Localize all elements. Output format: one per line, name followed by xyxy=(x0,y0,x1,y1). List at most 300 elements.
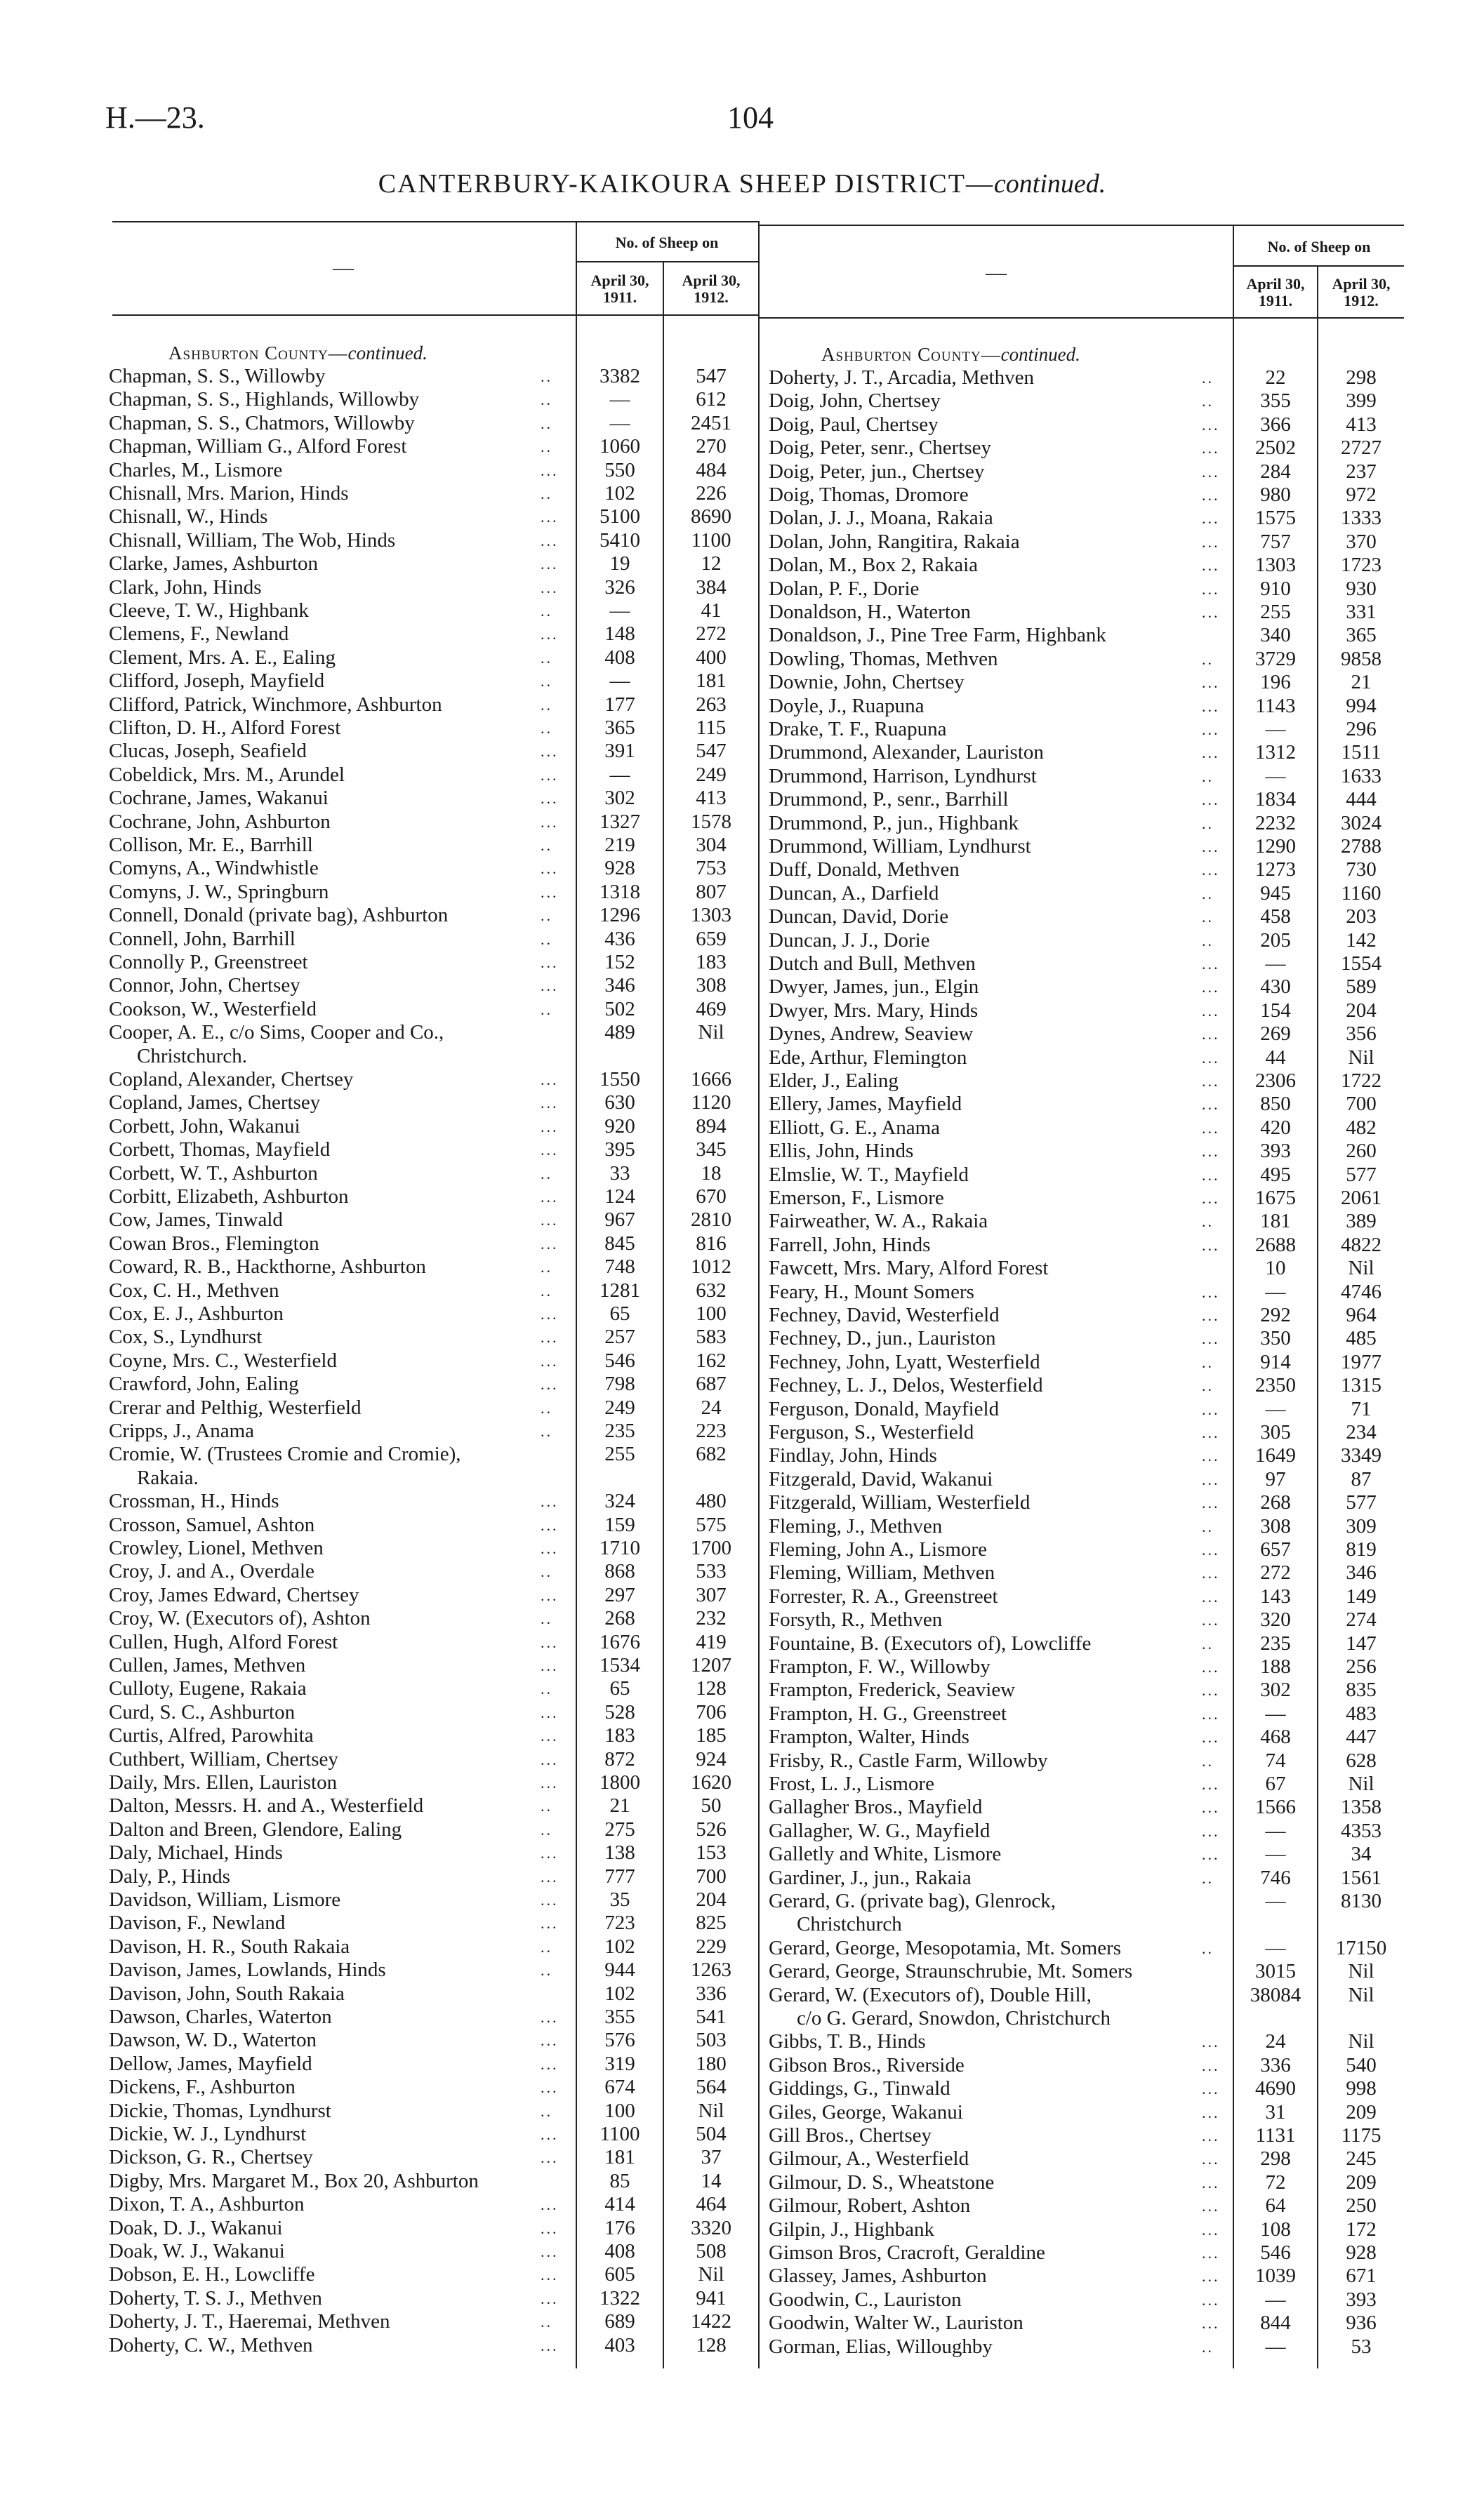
owner-name-address: Crerar and Pelthig, Westerfield xyxy=(109,1396,362,1419)
owner-name-address: Dwyer, Mrs. Mary, Hinds xyxy=(769,999,979,1022)
table-row xyxy=(109,764,758,787)
sheep-count-1911: 1303 xyxy=(1255,554,1296,577)
owner-name-address: Doak, D. J., Wakanui xyxy=(109,2216,283,2239)
sheep-count-1912: 3024 xyxy=(1341,811,1382,834)
sheep-count-1912: 564 xyxy=(696,2076,727,2099)
sheep-count-1912: 687 xyxy=(696,1373,727,1396)
sheep-count-1911: — xyxy=(1265,1890,1286,1912)
owner-name-address: Donaldson, J., Pine Tree Farm, Highbank xyxy=(769,624,1106,647)
sheep-count-1911: 67 xyxy=(1265,1773,1286,1795)
table-row xyxy=(769,1632,1404,1655)
sheep-count-1912: 41 xyxy=(701,599,722,622)
sheep-count-1912: 941 xyxy=(696,2286,727,2309)
owner-name-address: Chisnall, William, The Wob, Hinds xyxy=(109,528,396,552)
table-row xyxy=(109,1232,758,1255)
table-row xyxy=(769,1890,1404,1913)
owner-name-address: Doherty, C. W., Methven xyxy=(109,2333,313,2356)
table-row xyxy=(769,1655,1404,1679)
leader-dots: ... xyxy=(541,1727,559,1745)
leader-dots: .. xyxy=(541,719,552,737)
sheep-count-1912: 482 xyxy=(1346,1116,1377,1139)
table-row xyxy=(109,2076,758,2099)
sheep-count-1912: 547 xyxy=(696,740,727,763)
table-row xyxy=(109,787,758,810)
sheep-count-1911: — xyxy=(609,669,630,693)
owner-name-address: Frisby, R., Castle Farm, Willowby xyxy=(769,1749,1048,1772)
leader-dots: .. xyxy=(1202,1517,1214,1535)
sheep-count-1911: 872 xyxy=(604,1747,635,1771)
sheep-count-1911: 152 xyxy=(604,951,635,973)
leader-dots: .. xyxy=(541,1610,552,1628)
table-row xyxy=(109,1396,758,1420)
sheep-count-1911: 748 xyxy=(604,1255,635,1279)
owner-name-address: Corbett, W. T., Ashburton xyxy=(109,1161,318,1185)
owner-name-address: Dynes, Andrew, Seaview xyxy=(769,1022,974,1046)
table-row xyxy=(109,1748,758,1771)
table-row xyxy=(769,1937,1404,1960)
sheep-count-1912: 526 xyxy=(696,1818,727,1841)
table-row xyxy=(769,835,1404,858)
sheep-count-1912: 1977 xyxy=(1341,1350,1382,1373)
table-row xyxy=(109,1279,758,1302)
table-row xyxy=(769,1538,1404,1561)
owner-name-address: Dickie, W. J., Lyndhurst xyxy=(109,2123,307,2145)
sheep-count-1911: 302 xyxy=(1260,1679,1291,1702)
owner-name-address: Clucas, Joseph, Seafield xyxy=(109,740,307,763)
sheep-count-1911: 430 xyxy=(1260,975,1291,999)
sheep-count-1911: 297 xyxy=(604,1583,635,1606)
owner-name-address: Corbett, Thomas, Mayfield xyxy=(109,1138,331,1161)
sheep-count-1912: 128 xyxy=(696,1677,727,1700)
sheep-count-1911: 176 xyxy=(604,2216,635,2239)
sheep-count-1911: 436 xyxy=(604,927,635,950)
leader-dots: ... xyxy=(541,1633,559,1651)
table-row xyxy=(109,412,758,435)
table-row xyxy=(769,1022,1404,1046)
table-row xyxy=(769,2218,1404,2241)
leader-dots: ... xyxy=(541,2336,559,2354)
sheep-count-1912: 1666 xyxy=(691,1068,731,1091)
sheep-count-1912: 1175 xyxy=(1341,2124,1382,2147)
sheep-count-1912: 583 xyxy=(696,1326,727,1349)
leader-dots: ... xyxy=(1202,978,1220,996)
sheep-count-1912: 270 xyxy=(696,435,727,458)
leader-dots: .. xyxy=(541,695,552,714)
sheep-count-1911: 269 xyxy=(1260,1022,1291,1046)
sheep-count-1911: 928 xyxy=(604,857,635,880)
leader-dots: ... xyxy=(1202,1119,1220,1137)
leader-dots: ... xyxy=(1202,1846,1220,1864)
table-row xyxy=(769,929,1404,952)
table-row xyxy=(769,2124,1404,2147)
leader-dots: ... xyxy=(1202,1001,1220,1020)
sheep-count-1911: 2306 xyxy=(1255,1069,1296,1092)
sheep-count-1911: 845 xyxy=(604,1232,635,1255)
table-row xyxy=(109,1326,758,1349)
left-name-column-header: — xyxy=(333,256,354,279)
sheep-count-1912: 389 xyxy=(1346,1210,1377,1233)
sheep-count-1911: 944 xyxy=(604,1959,635,1982)
owner-name-address: Crawford, John, Ealing xyxy=(109,1373,299,1396)
sheep-count-1911: 1131 xyxy=(1255,2124,1296,2147)
leader-dots: ... xyxy=(541,555,559,573)
leader-dots: .. xyxy=(541,2102,552,2120)
leader-dots: ... xyxy=(541,954,559,971)
owner-name-address: Goodwin, C., Lauriston xyxy=(769,2288,962,2311)
leader-dots: .. xyxy=(1202,1752,1214,1770)
owner-name-address: Gallagher, W. G., Mayfield xyxy=(769,1819,991,1842)
leader-dots: ... xyxy=(541,1117,559,1135)
sheep-count-1911: 458 xyxy=(1260,905,1291,928)
leader-dots: .. xyxy=(541,1000,552,1018)
table-row xyxy=(109,1771,758,1794)
sheep-count-1912: Nil xyxy=(1348,2030,1374,2053)
sheep-count-1912: 153 xyxy=(696,1841,727,1865)
sheep-count-1912: 928 xyxy=(1346,2241,1377,2264)
leader-dots: ... xyxy=(541,1844,559,1862)
owner-name-address: Goodwin, Walter W., Lauriston xyxy=(769,2312,1023,2335)
table-row xyxy=(109,1091,758,1114)
sheep-count-1911: 408 xyxy=(604,2240,635,2262)
leader-dots: ... xyxy=(1202,1283,1220,1301)
owner-name-address: Connolly P., Greenstreet xyxy=(109,951,308,973)
owner-name-address: Dutch and Bull, Methven xyxy=(769,952,976,975)
sheep-count-1911: 143 xyxy=(1260,1585,1291,1608)
owner-name-address: Gimson Bros, Cracroft, Geraldine xyxy=(769,2241,1045,2264)
sheep-count-1912: 2061 xyxy=(1341,1187,1382,1209)
sheep-count-1912: 730 xyxy=(1346,858,1377,881)
sheep-count-1912: 508 xyxy=(696,2240,727,2262)
sheep-count-1911: 38084 xyxy=(1250,1983,1301,2006)
table-row xyxy=(769,1960,1404,1983)
owner-name-address: Fawcett, Mrs. Mary, Alford Forest xyxy=(769,1257,1049,1280)
sheep-count-1911: 1296 xyxy=(599,904,640,927)
owner-name-address: Doherty, T. S. J., Methven xyxy=(109,2286,322,2309)
leader-dots: ... xyxy=(1202,1048,1220,1067)
leader-dots: ... xyxy=(541,1516,559,1534)
sheep-count-1912: 87 xyxy=(1351,1467,1372,1491)
sheep-count-1911: 138 xyxy=(604,1841,635,1865)
leader-dots: ... xyxy=(1202,2103,1220,2121)
sheep-count-1911: 302 xyxy=(604,787,635,810)
sheep-count-1911: 1290 xyxy=(1255,835,1296,858)
owner-name-address: Dolan, J. J., Moana, Rakaia xyxy=(769,507,993,530)
leader-dots: ... xyxy=(1202,697,1220,715)
table-row xyxy=(769,2241,1404,2265)
leader-dots: .. xyxy=(541,930,552,948)
sheep-count-1911: 292 xyxy=(1260,1304,1291,1326)
owner-name-address: Ferguson, S., Westerfield xyxy=(769,1421,974,1444)
leader-dots: ... xyxy=(541,2266,559,2284)
sheep-count-1911: — xyxy=(1265,1819,1286,1842)
leader-dots: .. xyxy=(1202,392,1214,411)
owner-name-address: Doig, Thomas, Dromore xyxy=(769,484,969,506)
sheep-count-1912: 331 xyxy=(1346,601,1377,623)
sheep-count-1912: 245 xyxy=(1346,2147,1377,2171)
sheep-count-1912: 575 xyxy=(696,1513,727,1536)
table-row xyxy=(109,669,758,693)
leader-dots: ... xyxy=(1202,1728,1220,1747)
sheep-count-1912: 819 xyxy=(1346,1538,1377,1561)
table-row xyxy=(109,2334,758,2357)
table-row xyxy=(109,1607,758,1630)
sheep-count-1911: 489 xyxy=(604,1021,635,1044)
sheep-count-1912: 1160 xyxy=(1341,881,1382,905)
owner-name-address: Duncan, A., Darfield xyxy=(769,881,939,905)
sheep-count-1911: 19 xyxy=(609,552,630,575)
leader-dots: ... xyxy=(1202,1541,1220,1559)
owner-name-address: Curd, S. C., Ashburton xyxy=(109,1700,296,1724)
sheep-count-1911: 355 xyxy=(604,2006,635,2028)
table-row xyxy=(109,1537,758,1560)
table-row xyxy=(769,1820,1404,1843)
sheep-count-1911: 124 xyxy=(604,1185,635,1208)
owner-name-address: Findlay, John, Hinds xyxy=(769,1444,937,1467)
sheep-count-1911: 3729 xyxy=(1255,647,1296,670)
table-row xyxy=(109,740,758,763)
leader-dots: ... xyxy=(1202,861,1220,879)
sheep-count-1912: 307 xyxy=(696,1583,727,1606)
leader-dots: ... xyxy=(1202,533,1220,551)
table-row xyxy=(109,974,758,997)
table-row xyxy=(109,693,758,716)
owner-name-address: Ferguson, Donald, Mayfield xyxy=(769,1397,1000,1420)
table-row xyxy=(109,904,758,927)
table-row xyxy=(769,2077,1404,2100)
table-row xyxy=(769,1773,1404,1796)
leader-dots: ... xyxy=(1202,1470,1220,1488)
sheep-count-1912: 413 xyxy=(1346,413,1377,436)
table-row xyxy=(109,1068,758,1091)
right-table-top-rule xyxy=(758,225,1404,226)
sheep-count-1912: 533 xyxy=(696,1560,727,1583)
leader-dots: ... xyxy=(541,1914,559,1933)
sheep-count-1911: 268 xyxy=(604,1607,635,1630)
table-row xyxy=(769,1608,1404,1632)
sheep-count-1911: 1281 xyxy=(599,1279,640,1302)
table-row xyxy=(769,1913,1404,1936)
sheep-count-1912: 480 xyxy=(696,1490,727,1513)
owner-name-address: Culloty, Eugene, Rakaia xyxy=(109,1677,307,1700)
table-row xyxy=(109,1514,758,1537)
leader-dots: ... xyxy=(541,1234,559,1253)
leader-dots: ... xyxy=(541,1703,559,1721)
leader-dots: .. xyxy=(1202,908,1214,926)
table-row xyxy=(769,695,1404,718)
leader-dots: ... xyxy=(1202,1799,1220,1817)
owner-name-address: Fleming, J., Methven xyxy=(769,1514,943,1538)
owner-name-address: Gill Bros., Chertsey xyxy=(769,2124,932,2147)
sheep-count-1912: 308 xyxy=(696,974,727,997)
sheep-count-1911: 320 xyxy=(1260,1608,1291,1632)
owner-name-address: Giddings, G., Tinwald xyxy=(769,2077,950,2100)
sheep-count-1911: 154 xyxy=(1260,999,1291,1022)
table-row xyxy=(769,413,1404,436)
owner-name-address: Fitzgerald, William, Westerfield xyxy=(769,1491,1031,1514)
sheep-count-1912: 936 xyxy=(1346,2312,1377,2335)
owner-name-address: Glassey, James, Ashburton xyxy=(769,2265,987,2288)
leader-dots: .. xyxy=(541,1258,552,1276)
sheep-count-1912: 419 xyxy=(696,1630,727,1653)
sheep-count-1911: 22 xyxy=(1265,366,1286,389)
owner-name-address: Ellery, James, Mayfield xyxy=(769,1093,962,1116)
sheep-count-1912: Nil xyxy=(698,2263,724,2286)
sheep-count-1912: 503 xyxy=(696,2029,727,2052)
left-header-bottom-rule xyxy=(112,314,758,316)
sheep-count-1911: 395 xyxy=(604,1138,635,1161)
sheep-count-1911: 5410 xyxy=(599,528,640,552)
owner-name-address: Dawson, W. D., Waterton xyxy=(109,2029,317,2052)
table-row xyxy=(769,765,1404,788)
table-row xyxy=(109,716,758,740)
sheep-count-1912: 547 xyxy=(696,365,727,387)
owner-name-address: Clement, Mrs. A. E., Ealing xyxy=(109,646,336,669)
table-row xyxy=(109,1724,758,1747)
table-row xyxy=(769,999,1404,1022)
table-row xyxy=(769,648,1404,671)
owner-name-address: Drummond, P., jun., Highbank xyxy=(769,811,1019,834)
table-row xyxy=(109,1443,758,1466)
table-row xyxy=(769,2288,1404,2312)
leader-dots: ... xyxy=(1202,1494,1220,1512)
owner-name-address: Fitzgerald, David, Wakanui xyxy=(769,1467,993,1491)
sheep-count-1911: 630 xyxy=(604,1091,635,1114)
owner-name-address: Doyle, J., Ruapuna xyxy=(769,694,925,717)
leader-dots: ... xyxy=(541,2149,559,2167)
table-row xyxy=(109,1373,758,1396)
sheep-count-1912: 612 xyxy=(696,388,727,411)
owner-name-address: Duncan, J. J., Dorie xyxy=(769,928,930,952)
table-row xyxy=(769,1257,1404,1280)
sheep-count-1912: 256 xyxy=(1346,1655,1377,1678)
owner-name-address: Rakaia. xyxy=(137,1466,199,1489)
table-row xyxy=(769,1702,1404,1726)
left-col-1911-header: April 30, 1911. xyxy=(590,272,649,306)
sheep-count-1912: 484 xyxy=(696,458,727,481)
sheep-count-1912: 237 xyxy=(1346,460,1377,483)
leader-dots: ... xyxy=(541,1540,559,1557)
sheep-count-1911: — xyxy=(1265,1397,1286,1420)
sheep-count-1911: 468 xyxy=(1260,1726,1291,1749)
owner-name-address: Charles, M., Lismore xyxy=(109,458,283,481)
owner-name-address: Cullen, James, Methven xyxy=(109,1654,306,1676)
table-row xyxy=(769,554,1404,577)
sheep-count-1911: 850 xyxy=(1260,1093,1291,1116)
leader-dots: .. xyxy=(1202,814,1214,832)
sheep-count-1911: 235 xyxy=(604,1420,635,1442)
sheep-count-1911: 414 xyxy=(604,2193,635,2216)
sheep-count-1911: 74 xyxy=(1265,1749,1286,1772)
sheep-count-1912: 53 xyxy=(1351,2335,1372,2358)
table-row xyxy=(769,2171,1404,2194)
table-row xyxy=(109,1982,758,2006)
sheep-count-1911: — xyxy=(1265,1280,1286,1303)
sheep-count-1911: 914 xyxy=(1260,1350,1291,1373)
table-row xyxy=(109,928,758,951)
table-row xyxy=(109,459,758,482)
sheep-count-1911: — xyxy=(1265,1843,1286,1866)
owner-name-address: Cowan Bros., Flemington xyxy=(109,1232,319,1255)
sheep-count-1911: 183 xyxy=(604,1724,635,1747)
owner-name-address: Davidson, William, Lismore xyxy=(109,1888,341,1911)
leader-dots: ... xyxy=(1202,580,1220,598)
owner-name-address: Dowling, Thomas, Methven xyxy=(769,647,998,670)
sheep-count-1911: 1322 xyxy=(599,2286,640,2309)
sheep-count-1911: 205 xyxy=(1260,928,1291,952)
sheep-count-1911: 420 xyxy=(1260,1116,1291,1139)
table-row xyxy=(769,2147,1404,2171)
sheep-count-1911: 408 xyxy=(604,646,635,669)
sheep-count-1911: 798 xyxy=(604,1373,635,1396)
sheep-count-1912: 399 xyxy=(1346,389,1377,413)
owner-name-address: Galletly and White, Lismore xyxy=(769,1843,1002,1866)
table-row xyxy=(109,1021,758,1044)
table-row xyxy=(109,1584,758,1607)
sheep-count-1912: 3320 xyxy=(691,2216,731,2239)
sheep-count-1912: 1722 xyxy=(1341,1069,1382,1092)
sheep-count-1912: 162 xyxy=(696,1349,727,1372)
leader-dots: .. xyxy=(1202,884,1214,902)
sheep-count-1911: 2688 xyxy=(1255,1233,1296,1256)
sheep-count-1911: 355 xyxy=(1260,389,1291,413)
sheep-count-1911: 689 xyxy=(604,2310,635,2333)
leader-dots: ... xyxy=(1202,2267,1220,2286)
table-row xyxy=(769,1796,1404,1819)
sheep-count-1911: — xyxy=(609,411,630,434)
table-row xyxy=(769,1304,1404,1327)
table-row xyxy=(769,2030,1404,2053)
leader-dots: ... xyxy=(1202,2173,1220,2192)
leader-dots: .. xyxy=(541,391,552,409)
table-row xyxy=(109,1185,758,1208)
owner-name-address: Dwyer, James, jun., Elgin xyxy=(769,975,979,999)
table-row xyxy=(769,1867,1404,1890)
owner-name-address: Davison, H. R., South Rakaia xyxy=(109,1935,350,1958)
leader-dots: ... xyxy=(1202,2080,1220,2098)
sheep-count-1912: 659 xyxy=(696,927,727,950)
leader-dots: ... xyxy=(541,2196,559,2214)
sheep-count-1912: 1554 xyxy=(1341,952,1382,975)
sheep-count-1912: 1120 xyxy=(691,1091,731,1114)
table-row xyxy=(769,366,1404,389)
sheep-count-1911: — xyxy=(1265,718,1286,740)
leader-dots: ... xyxy=(1202,1424,1220,1441)
sheep-count-1912: 816 xyxy=(696,1232,727,1255)
sheep-count-1912: 24 xyxy=(701,1396,722,1419)
sheep-count-1912: 1578 xyxy=(691,810,731,833)
table-row xyxy=(769,601,1404,624)
sheep-count-1912: 994 xyxy=(1346,694,1377,717)
sheep-count-1911: 777 xyxy=(604,1865,635,1888)
sheep-count-1912: 807 xyxy=(696,880,727,903)
owner-name-address: Giles, George, Wakanui xyxy=(769,2100,963,2124)
sheep-count-1912: 229 xyxy=(696,1935,727,1958)
sheep-count-1911: 181 xyxy=(1260,1210,1291,1233)
sheep-count-1912: 71 xyxy=(1351,1397,1372,1420)
table-row xyxy=(109,857,758,880)
table-row xyxy=(109,2100,758,2123)
sheep-count-1911: 346 xyxy=(604,974,635,997)
right-header-bottom-rule xyxy=(758,317,1404,319)
owner-name-address: Daly, P., Hinds xyxy=(109,1865,230,1888)
leader-dots: ... xyxy=(541,508,559,526)
sheep-count-1912: 2788 xyxy=(1341,835,1382,858)
sheep-count-1911: 844 xyxy=(1260,2312,1291,2335)
sheep-count-1912: 223 xyxy=(696,1420,727,1442)
sheep-count-1911: 1100 xyxy=(599,2123,640,2145)
sheep-count-1911: 1143 xyxy=(1255,694,1296,717)
leader-dots: ... xyxy=(541,531,559,549)
